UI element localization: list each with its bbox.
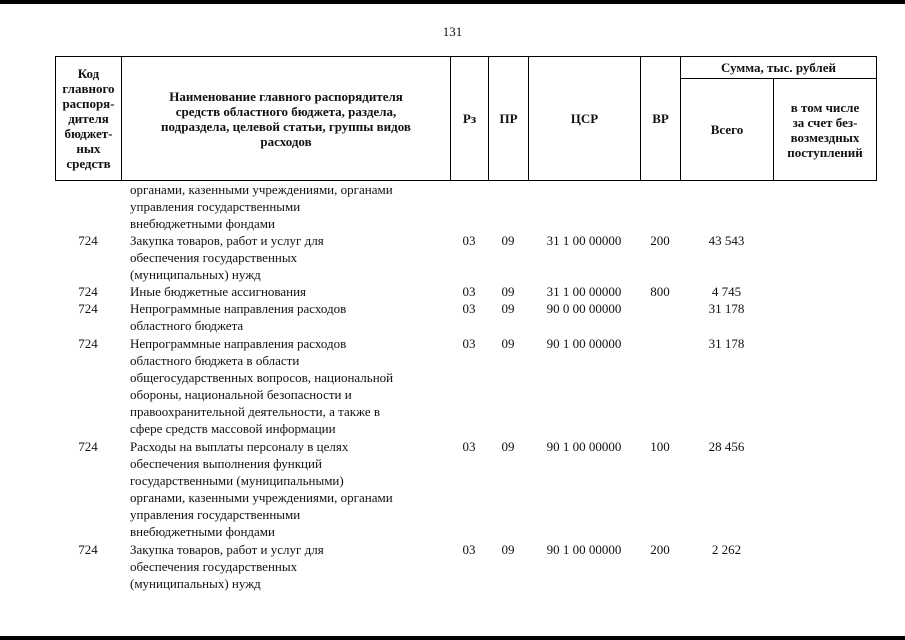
header-vr: ВР: [652, 111, 669, 126]
row-name: Закупка товаров, работ и услуг для обеспечения государственных (муниципальных) нужд: [130, 233, 324, 282]
row-pr: 09: [501, 336, 515, 351]
row-pr: 09: [501, 439, 515, 454]
row-rz: 03: [462, 301, 476, 316]
header-pr: ПР: [499, 111, 518, 126]
row-vr: 800: [650, 284, 670, 299]
row-csr: 31 1 00 00000: [546, 284, 622, 299]
row-vr: 200: [650, 542, 670, 557]
row-vr: 100: [650, 439, 670, 454]
header-total: Всего: [710, 122, 744, 137]
row-code: 724: [78, 284, 98, 299]
row-pr: 09: [501, 542, 515, 557]
row-name: органами, казенными учреждениями, органами управления государственными внебюджетными фондами: [130, 182, 393, 231]
row-code: 724: [78, 233, 98, 248]
row-total: 31 178: [708, 336, 745, 351]
row-csr: 90 1 00 00000: [546, 439, 622, 454]
row-name: Непрограммные направления расходов областного бюджета в области общегосударственных вопросов, национальной обороны, национальной безопасности и правоохранительной деятельности, а также в сфере средств массовой информации: [130, 336, 394, 436]
row-total: 31 178: [708, 301, 745, 316]
row-csr: 90 0 00 00000: [546, 301, 622, 316]
row-code: 724: [78, 542, 98, 557]
header-code: Код главного распоря- дителя бюджет- ных средств: [62, 66, 115, 171]
row-pr: 09: [501, 301, 515, 316]
row-total: 28 456: [708, 439, 745, 454]
row-total: 4 745: [711, 284, 742, 299]
row-rz: 03: [462, 336, 476, 351]
row-code: 724: [78, 439, 98, 454]
header-sum: Сумма, тыс. рублей: [721, 60, 836, 75]
row-rz: 03: [462, 233, 476, 248]
row-rz: 03: [462, 439, 476, 454]
header-rz: Рз: [462, 111, 477, 126]
header-grant: в том числе за счет без- возмездных поступлений: [787, 99, 863, 160]
header-csr: ЦСР: [570, 111, 599, 126]
row-csr: 90 1 00 00000: [546, 336, 622, 351]
header-name: Наименование главного распорядителя средств областного бюджета, раздела, подраздела, целевой статьи, группы видов расходов: [161, 88, 411, 149]
row-pr: 09: [501, 284, 515, 299]
row-rz: 03: [462, 542, 476, 557]
row-total: 43 543: [708, 233, 745, 248]
row-pr: 09: [501, 233, 515, 248]
row-name: Непрограммные направления расходов областного бюджета: [130, 301, 347, 333]
bottom-border: [0, 636, 905, 640]
row-name: Расходы на выплаты персоналу в целях обеспечения выполнения функций государственными (муниципальными) органами, казенными учреждениями, органами управления государственными внебюджетными фондами: [130, 439, 393, 539]
row-name: Иные бюджетные ассигнования: [130, 284, 307, 299]
row-rz: 03: [462, 284, 476, 299]
row-csr: 31 1 00 00000: [546, 233, 622, 248]
row-code: 724: [78, 301, 98, 316]
row-vr: 200: [650, 233, 670, 248]
row-code: 724: [78, 336, 98, 351]
row-csr: 90 1 00 00000: [546, 542, 622, 557]
row-name: Закупка товаров, работ и услуг для обеспечения государственных (муниципальных) нужд: [130, 542, 324, 591]
row-total: 2 262: [711, 542, 742, 557]
page-number: 131: [442, 24, 463, 39]
